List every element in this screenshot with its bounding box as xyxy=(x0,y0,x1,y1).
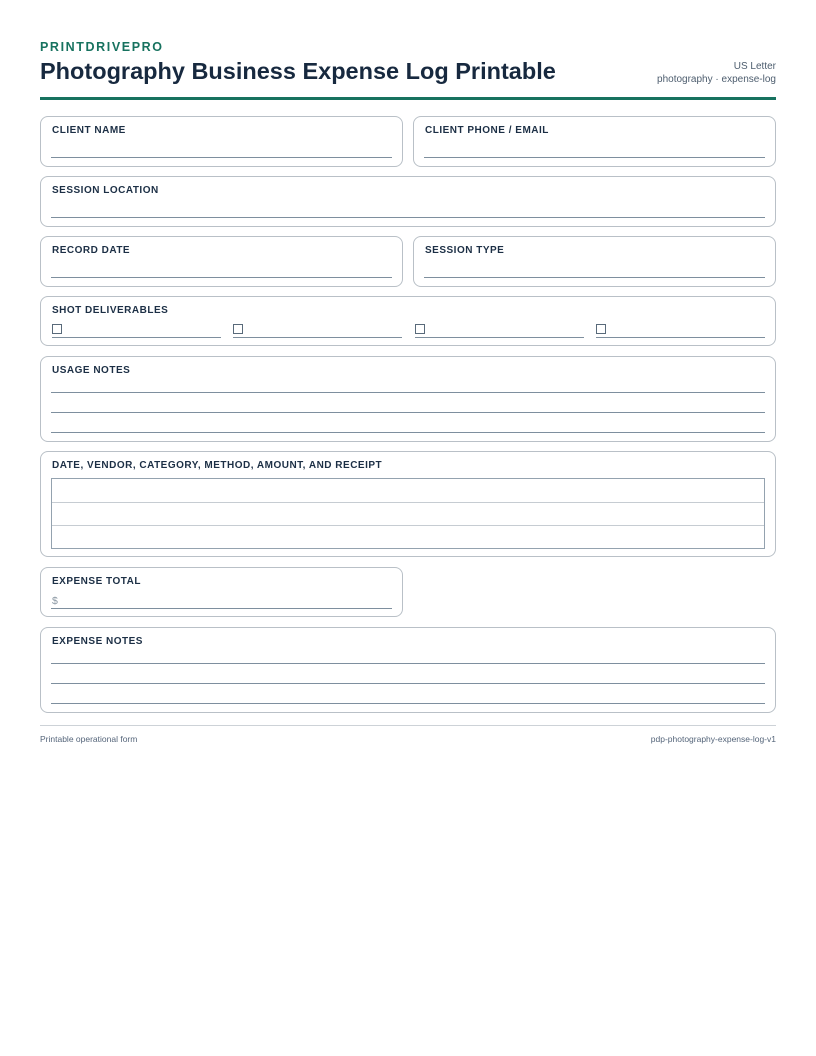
usage-notes-line-1[interactable] xyxy=(51,392,765,393)
form-id: pdp-photography-expense-log-v1 xyxy=(650,734,776,744)
deliverable-checkbox-3[interactable] xyxy=(415,324,425,334)
brand-name: PRINTDRIVEPRO xyxy=(40,40,164,54)
header-divider xyxy=(40,97,776,100)
session-location-label: SESSION LOCATION xyxy=(52,185,159,196)
session-location-line[interactable] xyxy=(51,217,765,218)
usage-notes-line-3[interactable] xyxy=(51,432,765,433)
deliverable-checkbox-2[interactable] xyxy=(233,324,243,334)
session-type-field[interactable] xyxy=(413,236,776,287)
footer-description: Printable operational form xyxy=(40,734,138,744)
client-name-field[interactable] xyxy=(40,116,403,167)
usage-notes-label: USAGE NOTES xyxy=(52,365,131,376)
expense-total-line[interactable] xyxy=(51,608,392,609)
client-name-label: CLIENT NAME xyxy=(52,125,126,136)
deliverable-line-1[interactable] xyxy=(52,337,221,338)
client-contact-field[interactable] xyxy=(413,116,776,167)
deliverable-line-3[interactable] xyxy=(415,337,584,338)
usage-notes-field[interactable] xyxy=(40,356,776,442)
deliverable-line-4[interactable] xyxy=(596,337,765,338)
expense-notes-line-2[interactable] xyxy=(51,683,765,684)
usage-notes-line-2[interactable] xyxy=(51,412,765,413)
expense-notes-line-1[interactable] xyxy=(51,663,765,664)
table-row-divider-2 xyxy=(52,525,764,526)
expense-table-label: DATE, VENDOR, CATEGORY, METHOD, AMOUNT, AND RECEIPT xyxy=(52,460,383,471)
client-contact-label: CLIENT PHONE / EMAIL xyxy=(425,125,549,136)
session-type-label: SESSION TYPE xyxy=(425,245,505,256)
record-date-line[interactable] xyxy=(51,277,392,278)
expense-table xyxy=(51,478,765,549)
currency-symbol: $ xyxy=(52,595,58,607)
expense-total-field[interactable] xyxy=(40,567,403,617)
expense-notes-line-3[interactable] xyxy=(51,703,765,704)
client-contact-line[interactable] xyxy=(424,157,765,158)
shot-deliverables-label: SHOT DELIVERABLES xyxy=(52,305,169,316)
table-row-divider-1 xyxy=(52,502,764,503)
paper-size: US Letter xyxy=(733,61,776,72)
deliverable-checkbox-1[interactable] xyxy=(52,324,62,334)
deliverable-line-2[interactable] xyxy=(233,337,402,338)
document-tags: photography · expense-log xyxy=(657,74,776,85)
document-meta xyxy=(657,60,776,86)
footer-divider xyxy=(40,725,776,726)
expense-total-label: EXPENSE TOTAL xyxy=(52,576,141,587)
shot-deliverables-field[interactable] xyxy=(40,296,776,346)
client-name-line[interactable] xyxy=(51,157,392,158)
expense-table-field xyxy=(40,451,776,557)
session-location-field[interactable] xyxy=(40,176,776,227)
record-date-label: RECORD DATE xyxy=(52,245,131,256)
deliverable-checkbox-4[interactable] xyxy=(596,324,606,334)
expense-notes-label: EXPENSE NOTES xyxy=(52,636,143,647)
session-type-line[interactable] xyxy=(424,277,765,278)
expense-notes-field[interactable] xyxy=(40,627,776,713)
page-title: Photography Business Expense Log Printable xyxy=(40,58,556,84)
record-date-field[interactable] xyxy=(40,236,403,287)
